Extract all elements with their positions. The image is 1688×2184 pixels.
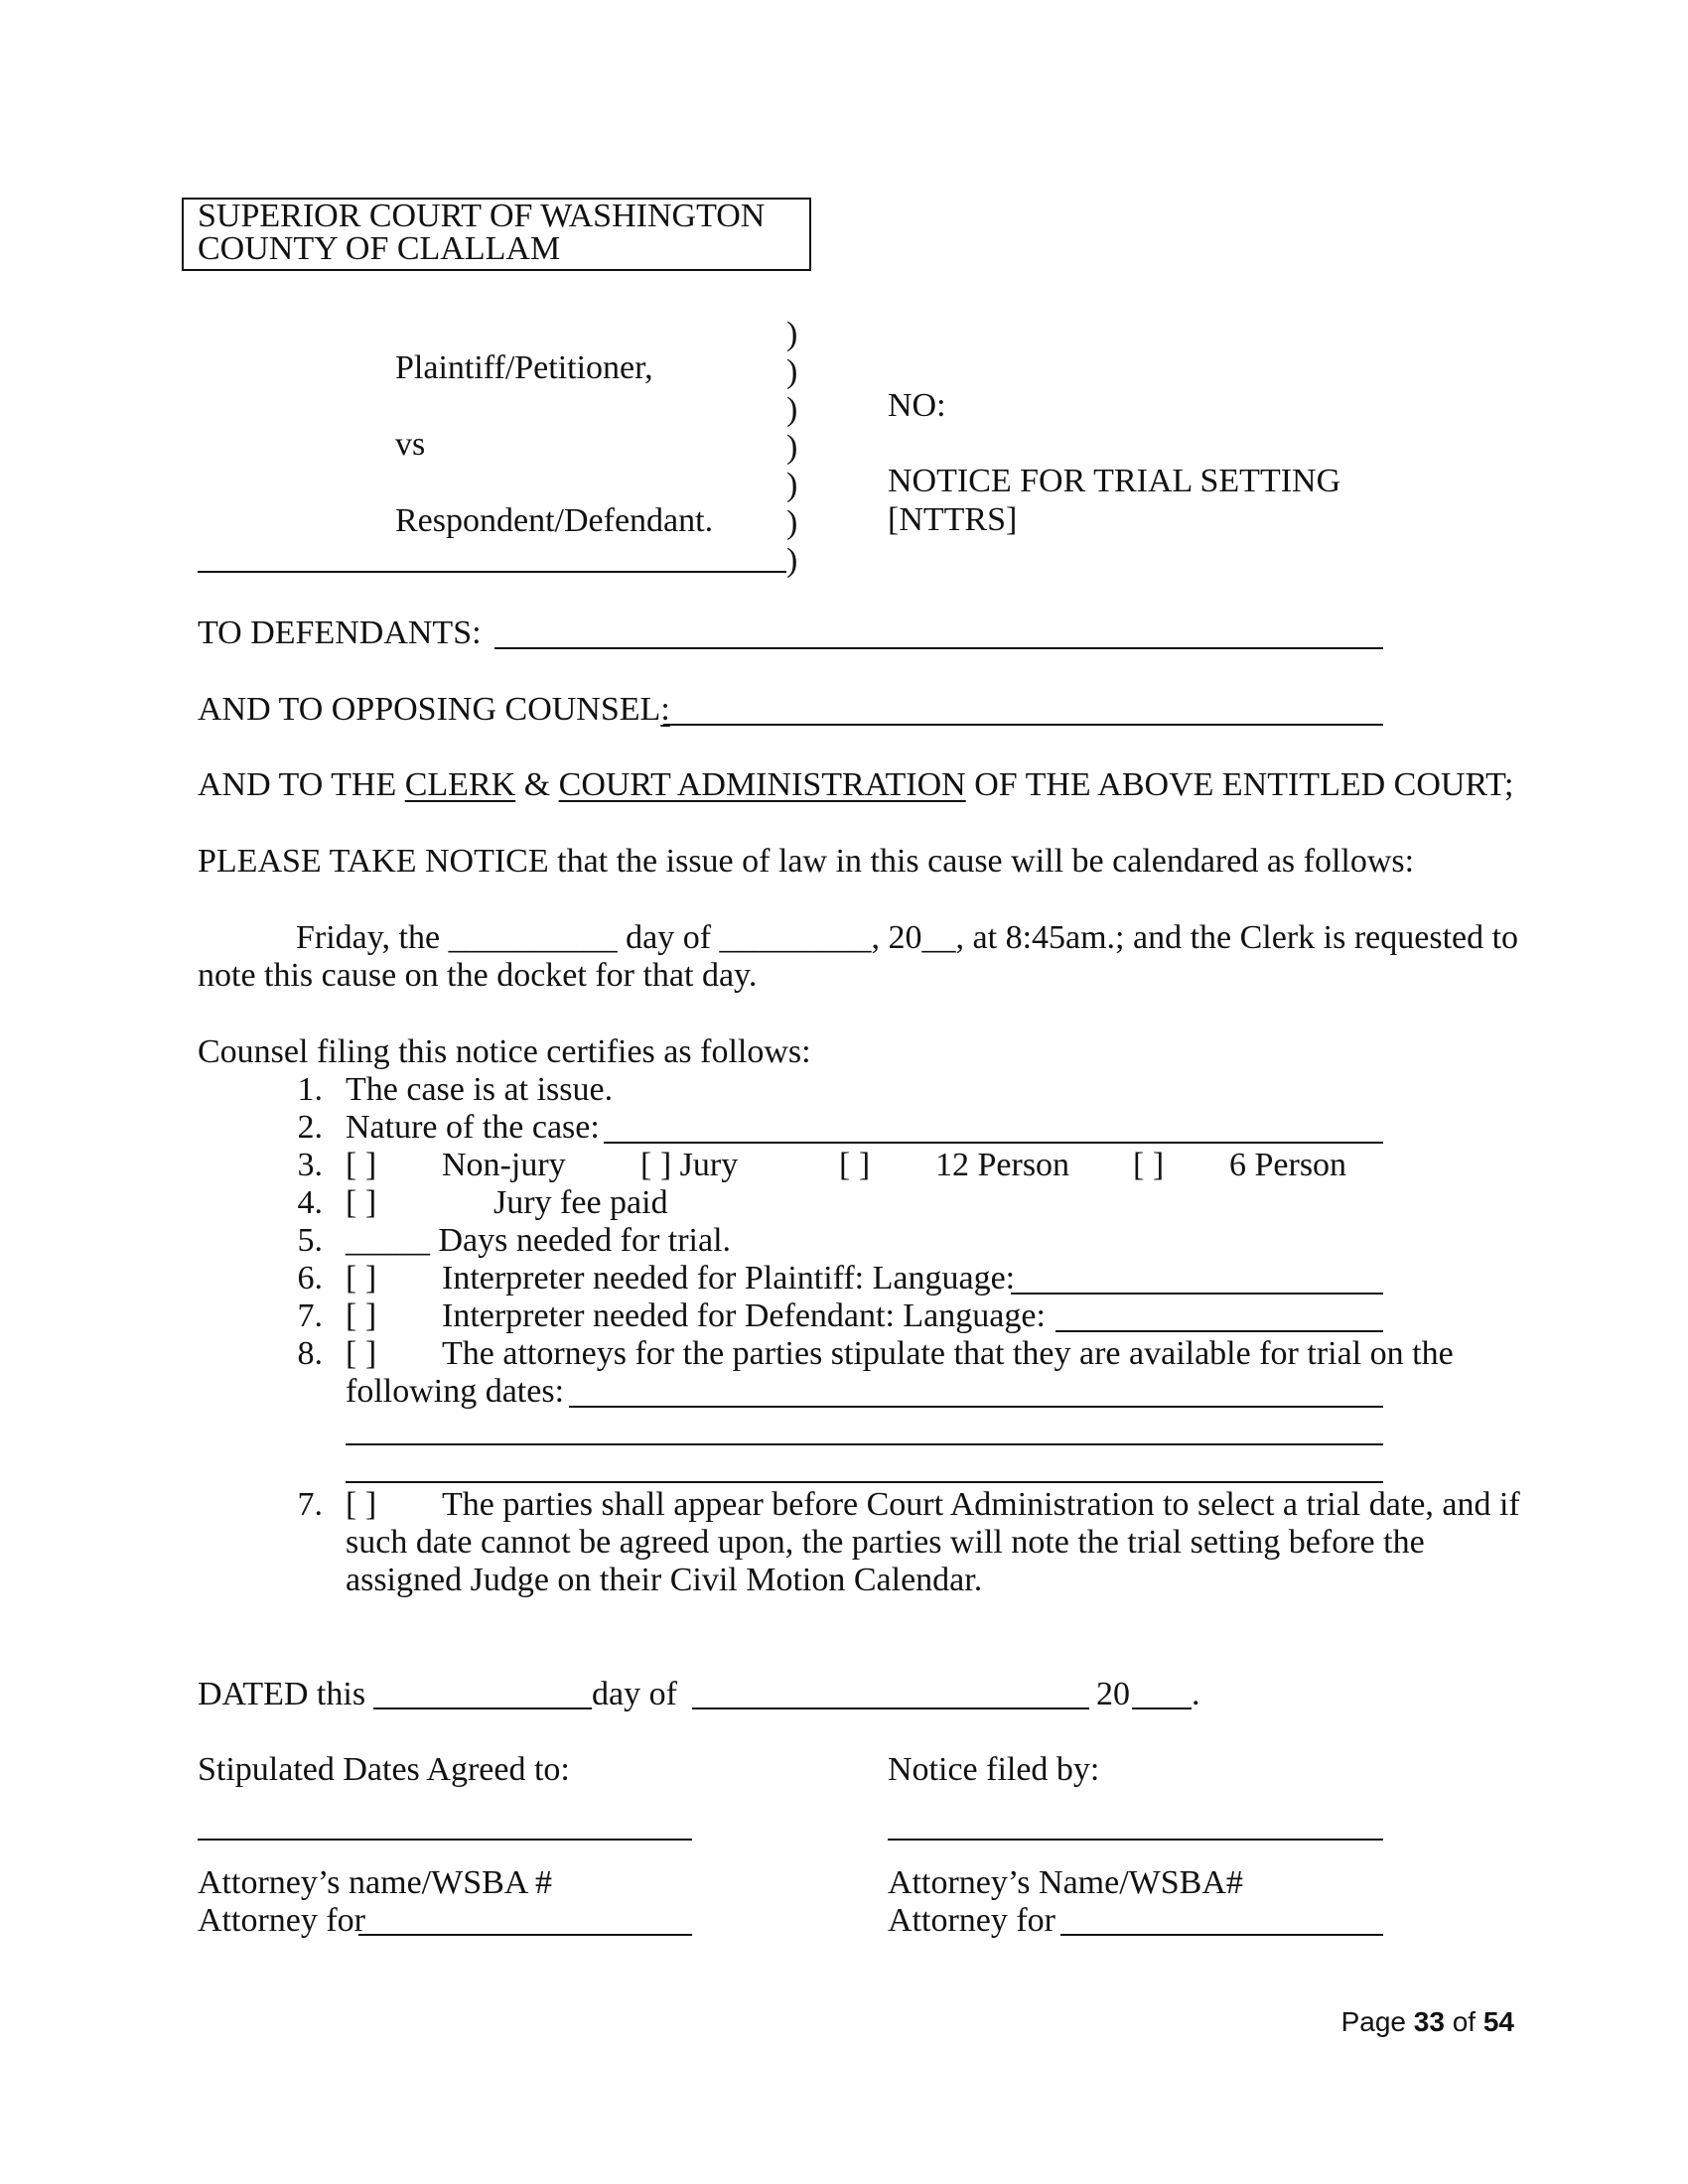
opposing-counsel-blank[interactable] bbox=[663, 724, 1383, 726]
non-jury-label: Non-jury bbox=[442, 1147, 566, 1183]
stipulated-dates-heading: Stipulated Dates Agreed to: bbox=[198, 1751, 570, 1788]
friday-prefix: Friday, the bbox=[296, 919, 449, 956]
friday-line bbox=[296, 919, 1518, 957]
left-attorney-for: Attorney for bbox=[198, 1902, 366, 1939]
defendant-language-blank[interactable] bbox=[1055, 1330, 1383, 1332]
dated-month-blank[interactable] bbox=[692, 1707, 1089, 1709]
right-attorney-for: Attorney for bbox=[888, 1902, 1056, 1939]
defendants-blank[interactable] bbox=[494, 647, 1383, 649]
caption-paren: ) bbox=[786, 542, 798, 579]
caption-bottom-line bbox=[198, 571, 786, 573]
plaintiff-language-blank[interactable] bbox=[1011, 1293, 1383, 1295]
item-number: 5. bbox=[297, 1222, 323, 1259]
page-prefix: Page bbox=[1340, 2006, 1414, 2037]
dated-day-of: day of bbox=[592, 1676, 677, 1712]
dated-period: . bbox=[1192, 1676, 1200, 1712]
opposing-counsel-label bbox=[198, 691, 670, 729]
dated-day-blank[interactable] bbox=[373, 1707, 592, 1709]
twelve-person-label: 12 Person bbox=[935, 1147, 1070, 1183]
days-needed-line bbox=[346, 1222, 731, 1260]
left-attorney-name: Attorney’s name/WSBA # bbox=[198, 1864, 552, 1901]
following-dates-blank-3[interactable] bbox=[346, 1481, 1383, 1483]
court-admin-checkbox[interactable]: [ ] bbox=[346, 1486, 377, 1523]
jury-checkbox[interactable]: [ ] Jury bbox=[640, 1147, 739, 1183]
page-current: 33 bbox=[1413, 2006, 1445, 2037]
to-defendants-label: TO DEFENDANTS: bbox=[198, 614, 482, 651]
stipulate-checkbox[interactable]: [ ] bbox=[346, 1335, 377, 1372]
clerk-line bbox=[198, 766, 1513, 804]
right-attorney-for-blank[interactable] bbox=[1060, 1934, 1383, 1936]
item-number: 7. bbox=[297, 1486, 323, 1523]
please-take-notice: PLEASE TAKE NOTICE that the issue of law in this cause will be calendared as follows: bbox=[198, 843, 1415, 880]
right-signature-line[interactable] bbox=[888, 1839, 1383, 1841]
page-of: of bbox=[1444, 2006, 1483, 2037]
non-jury-checkbox[interactable]: [ ] bbox=[346, 1147, 377, 1183]
plaintiff-interpreter-label: Interpreter needed for Plaintiff: Language: bbox=[442, 1260, 1016, 1297]
friday-day-of: day of bbox=[617, 919, 720, 956]
item-1-text: The case is at issue. bbox=[346, 1071, 614, 1108]
six-person-checkbox[interactable]: [ ] bbox=[1133, 1147, 1165, 1183]
item-number: 2. bbox=[297, 1109, 323, 1146]
friday-line-2: note this cause on the docket for that day. bbox=[198, 957, 758, 994]
court-header-box bbox=[182, 198, 811, 271]
court-admin-text-3: assigned Judge on their Civil Motion Calendar. bbox=[346, 1562, 983, 1598]
dated-label: DATED this bbox=[198, 1676, 366, 1712]
right-attorney-name: Attorney’s Name/WSBA# bbox=[888, 1864, 1243, 1901]
item-number: 3. bbox=[297, 1147, 323, 1183]
plaintiff-interpreter-checkbox[interactable]: [ ] bbox=[346, 1260, 377, 1297]
caption-paren: ) bbox=[786, 504, 798, 541]
days-needed-blank[interactable]: _____ bbox=[346, 1222, 430, 1259]
item-number: 1. bbox=[297, 1071, 323, 1108]
document-code: [NTTRS] bbox=[888, 501, 1018, 538]
respondent-label: Respondent/Defendant. bbox=[395, 502, 714, 539]
case-number-label: NO: bbox=[888, 387, 946, 424]
dated-year-blank[interactable] bbox=[1132, 1707, 1192, 1709]
following-dates-blank-2[interactable] bbox=[346, 1443, 1383, 1445]
defendant-interpreter-label: Interpreter needed for Defendant: Language: bbox=[442, 1297, 1046, 1334]
item-number: 8. bbox=[297, 1335, 323, 1372]
clerk-suffix: OF THE ABOVE ENTITLED COURT; bbox=[965, 766, 1514, 803]
item-number: 7. bbox=[297, 1297, 323, 1334]
clerk-prefix: AND TO THE bbox=[198, 766, 405, 803]
court-administration-text: COURT ADMINISTRATION bbox=[558, 766, 966, 803]
caption-paren: ) bbox=[786, 429, 798, 466]
six-person-label: 6 Person bbox=[1229, 1147, 1347, 1183]
certifies-intro: Counsel filing this notice certifies as follows: bbox=[198, 1033, 811, 1070]
opposing-counsel-colon: : bbox=[660, 691, 670, 728]
left-signature-line[interactable] bbox=[198, 1839, 692, 1841]
stipulate-text: The attorneys for the parties stipulate that they are available for trial on the bbox=[442, 1335, 1454, 1372]
vs-label: vs bbox=[395, 426, 426, 463]
nature-of-case-blank[interactable] bbox=[604, 1142, 1383, 1144]
caption-paren: ) bbox=[786, 467, 798, 503]
ampersand: & bbox=[515, 766, 559, 803]
following-dates-blank[interactable] bbox=[569, 1406, 1383, 1408]
opposing-counsel-text: AND TO OPPOSING COUNSEL bbox=[198, 691, 661, 728]
item-2-text: Nature of the case: bbox=[346, 1109, 600, 1146]
caption-paren: ) bbox=[786, 353, 798, 390]
page-total: 54 bbox=[1482, 2006, 1514, 2037]
page-number bbox=[1341, 2005, 1514, 2039]
document-title: NOTICE FOR TRIAL SETTING bbox=[888, 463, 1341, 499]
left-attorney-for-blank[interactable] bbox=[358, 1934, 692, 1936]
item-number: 4. bbox=[297, 1184, 323, 1221]
days-needed-label: Days needed for trial. bbox=[430, 1222, 732, 1259]
notice-filed-by-heading: Notice filed by: bbox=[888, 1751, 1100, 1788]
caption-paren: ) bbox=[786, 391, 798, 428]
jury-fee-checkbox[interactable]: [ ] bbox=[346, 1184, 377, 1221]
friday-year-text: , 20__, at 8:45am.; and the Clerk is requested to bbox=[871, 919, 1519, 956]
caption-paren: ) bbox=[786, 316, 798, 352]
jury-fee-label: Jury fee paid bbox=[493, 1184, 668, 1221]
court-admin-text-2: such date cannot be agreed upon, the parties will note the trial setting before the bbox=[346, 1524, 1425, 1561]
friday-day-blank[interactable]: __________ bbox=[448, 919, 618, 956]
stipulate-text-2: following dates: bbox=[346, 1373, 565, 1410]
twelve-person-checkbox[interactable]: [ ] bbox=[839, 1147, 871, 1183]
court-admin-text: The parties shall appear before Court Administration to select a trial date, and if bbox=[442, 1486, 1520, 1523]
court-name: SUPERIOR COURT OF WASHINGTON bbox=[198, 198, 766, 234]
friday-month-blank[interactable]: _________ bbox=[719, 919, 872, 956]
dated-year-prefix: 20 bbox=[1096, 1676, 1130, 1712]
item-number: 6. bbox=[297, 1260, 323, 1297]
clerk-text: CLERK bbox=[404, 766, 516, 803]
county-name: COUNTY OF CLALLAM bbox=[198, 230, 561, 267]
defendant-interpreter-checkbox[interactable]: [ ] bbox=[346, 1297, 377, 1334]
plaintiff-label: Plaintiff/Petitioner, bbox=[395, 349, 653, 386]
